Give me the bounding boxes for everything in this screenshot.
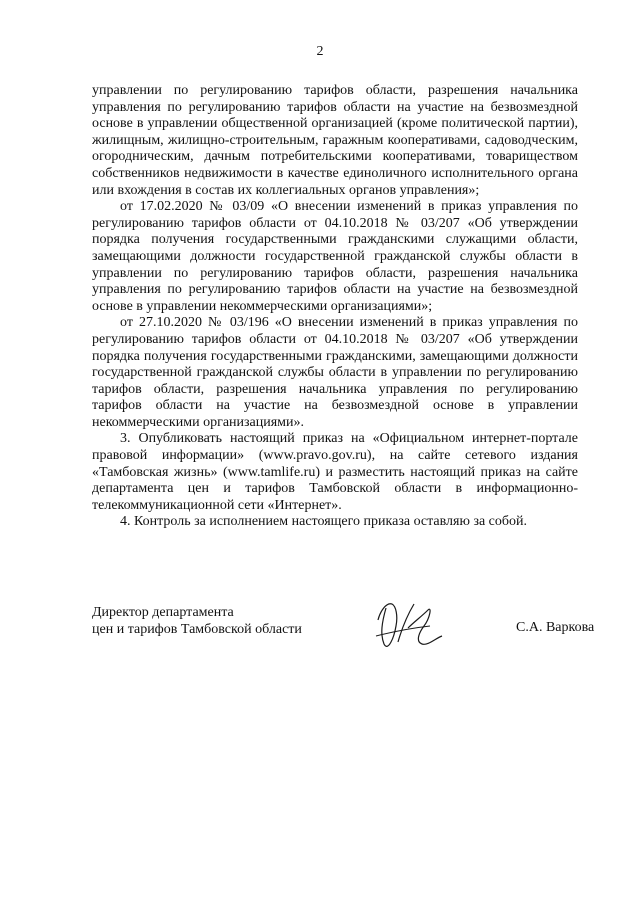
paragraph-order-2020-02-17: от 17.02.2020 № 03/09 «О внесении изменений в приказ управления по регулированию тарифов области от 04.10.2018 № 03/207 «Об утверждении порядка получения государственными гражданскими служащими области, замещающими должности государственной гражданской службы области в управлении по регулированию тарифов области, разрешения начальника управления по регулированию тарифов области на участие на безвозмездной основе в управлении некоммерческими организациями»;	[92, 199, 578, 314]
paragraph-order-2020-10-27: от 27.10.2020 № 03/196 «О внесении изменений в приказ управления по регулированию тарифов области от 04.10.2018 № 03/207 «Об утверждении порядка получения государственными гражданскими, замещающими должности государственной гражданской службы области в управлении по регулированию тарифов области, разрешения начальника управления по регулированию тарифов области на участие на безвозмездной основе в управлении некоммерческими организациями».	[92, 315, 578, 430]
signatory-title-line1: Директор департамента	[92, 605, 234, 620]
paragraph-continuation: управлении по регулированию тарифов области, разрешения начальника управления по регулированию тарифов области на участие на безвозмездной основе в управлении общественной организацией (кроме политической партии), жилищным, жилищно-строительным, гаражным кооперативами, садоводческим, огородническим, дачным потребительскими кооперативами, товариществом собственников недвижимости в качестве единоличного исполнительного органа или вхождения в состав их коллегиальных органов управления»;	[92, 83, 578, 198]
signatory-title-line2: цен и тарифов Тамбовской области	[92, 622, 302, 637]
signatory-name: С.А. Варкова	[516, 620, 595, 635]
signature-block	[92, 604, 602, 664]
paragraph-control: 4. Контроль за исполнением настоящего приказа оставляю за собой.	[120, 514, 528, 530]
page-number: 2	[316, 44, 324, 59]
document-body	[92, 83, 578, 531]
paragraph-publish: 3. Опубликовать настоящий приказ на «Официальном интернет-портале правовой информации» (www.pravo.gov.ru), на сайте сетевого издания «Тамбовская жизнь» (www.tamlife.ru) и разместить настоящий приказ на сайте департамента цен и тарифов Тамбовской области в информационно-телекоммуникационной сети «Интернет».	[92, 431, 578, 513]
handwritten-signature-icon	[372, 598, 462, 654]
